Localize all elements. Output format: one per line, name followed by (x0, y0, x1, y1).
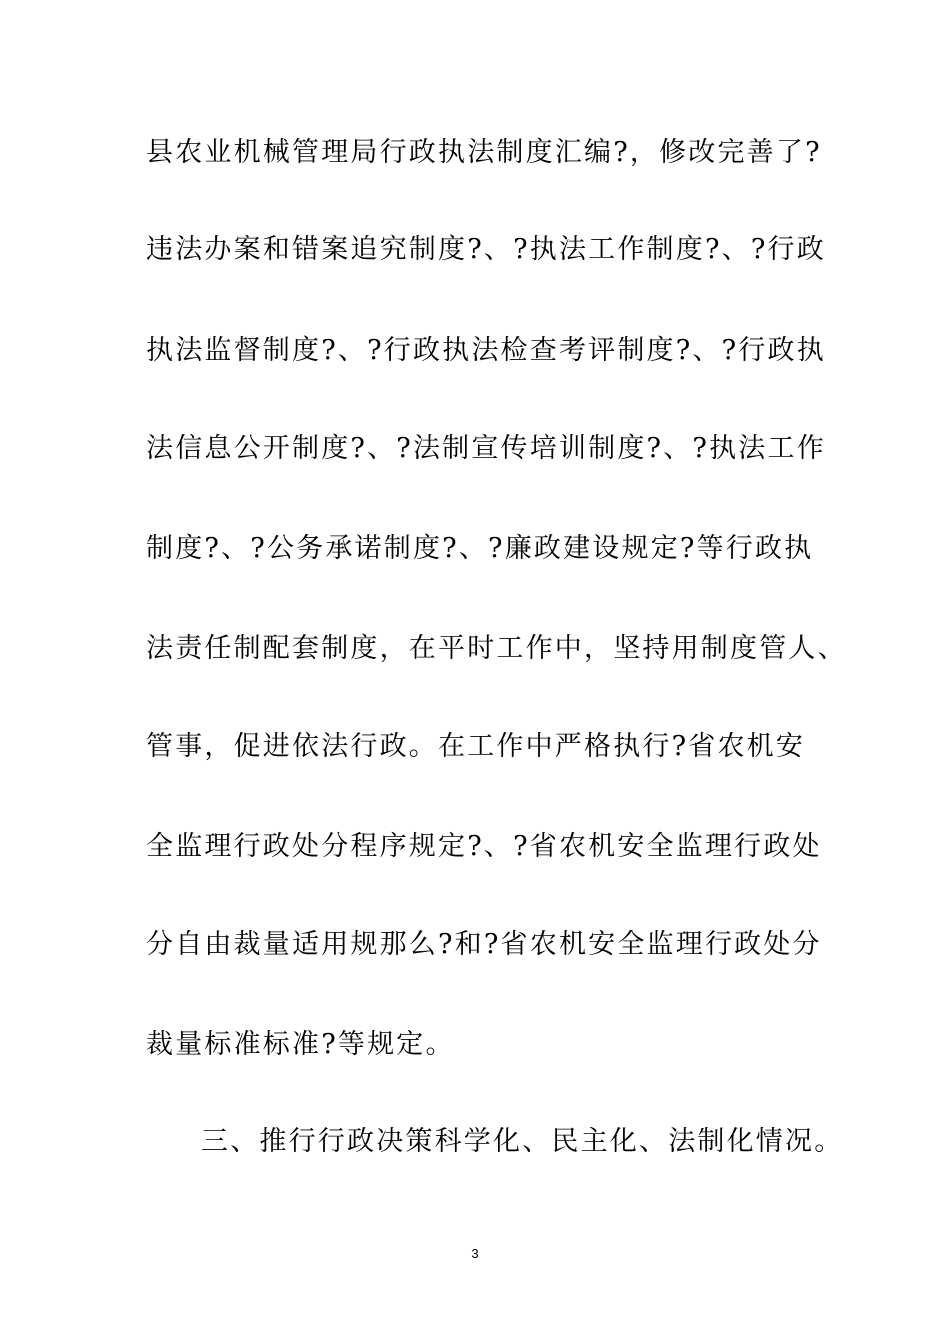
body-text-line-8: 全监理行政处分程序规定?、?省农机安全监理行政处 (146, 831, 822, 862)
body-text-line-4: 法信息公开制度?、?法制宣传培训制度?、?执法工作 (146, 433, 826, 464)
body-text-line-7: 管事，促进依法行政。在工作中严格执行?省农机安 (146, 731, 806, 762)
page-number: 3 (471, 1246, 479, 1261)
body-text-line-1: 县农业机械管理局行政执法制度汇编?，修改完善了? (146, 137, 822, 168)
body-text-line-2: 违法办案和错案追究制度?、?执法工作制度?、?行政 (146, 234, 826, 265)
section-heading: 三、推行行政决策科学化、民主化、法制化情况。 (201, 1126, 844, 1157)
body-text-line-3: 执法监督制度?、?行政执法检查考评制度?、?行政执 (146, 335, 826, 366)
body-text-line-9: 分自由裁量适用规那么?和?省农机安全监理行政处分 (146, 929, 822, 960)
body-text-line-10: 裁量标准标准?等规定。 (146, 1029, 455, 1060)
body-text-line-5: 制度?、?公务承诺制度?、?廉政建设规定?等行政执 (146, 533, 814, 564)
body-text-line-6: 法责任制配套制度，在平时工作中，坚持用制度管人、 (146, 633, 847, 664)
